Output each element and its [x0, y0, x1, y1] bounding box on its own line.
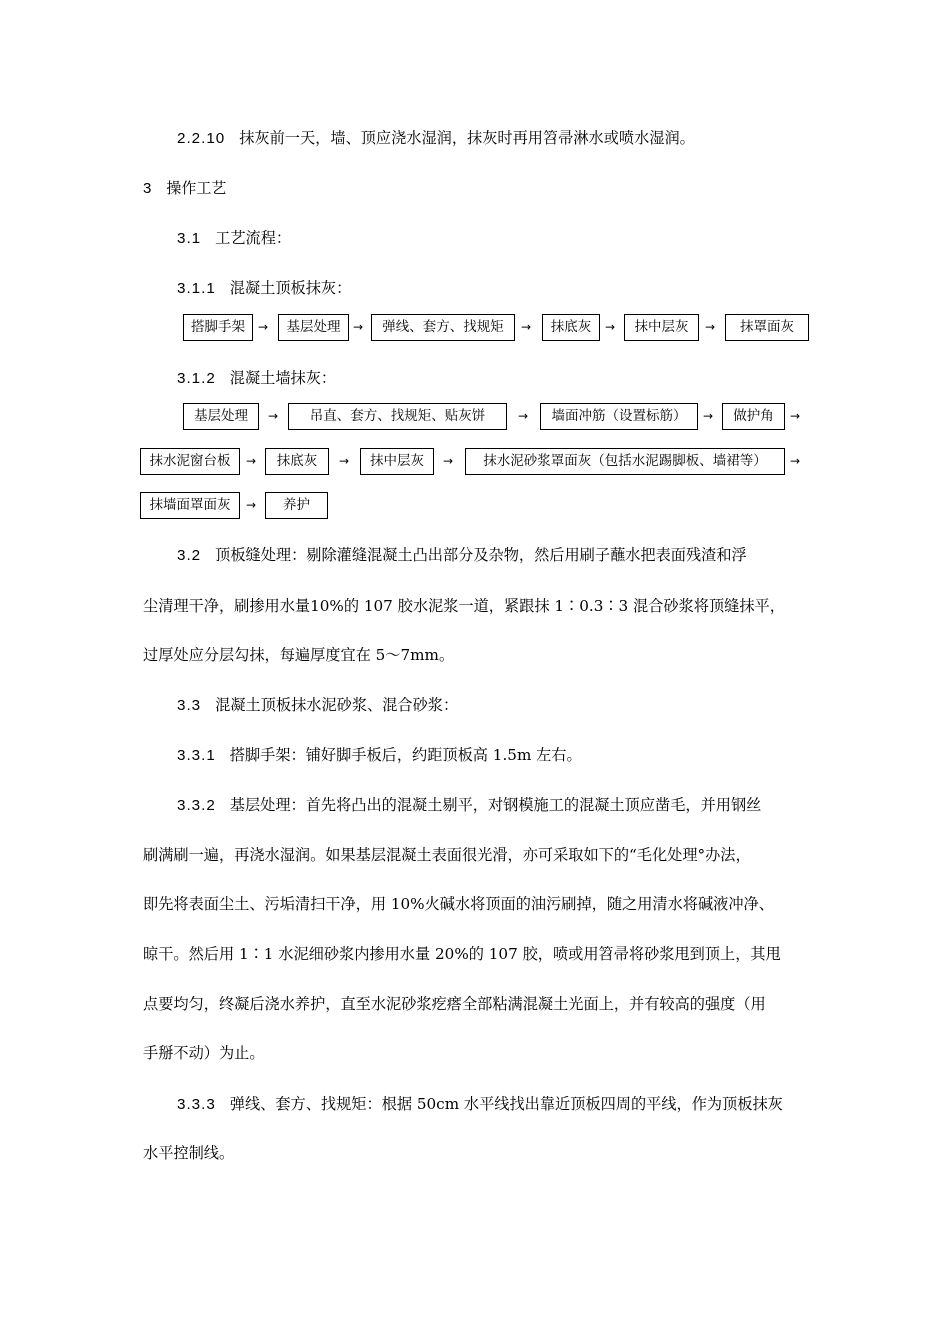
- paragraph-text: 搭脚手架：铺好脚手板后，约距顶板高 1.5m 左右。: [229, 746, 582, 764]
- paragraph-line: 手掰不动）为止。: [143, 1044, 265, 1062]
- arrow-right-icon: →: [246, 454, 257, 468]
- paragraph-line: 尘清理干净，刷掺用水量10%的 107 胶水泥浆一道，紧跟抹 1∶0.3∶3 混合砂浆将顶缝抹平，: [143, 597, 785, 615]
- paragraph-line: 过厚处应分层勾抹，每遍厚度宜在 5～7mm。: [143, 646, 455, 664]
- section-number: 3.1.2: [177, 370, 216, 387]
- flow-step: 养护: [265, 492, 328, 519]
- flow-step: 做护角: [722, 403, 785, 430]
- flow-step: 抹底灰: [542, 314, 600, 341]
- arrow-right-icon: →: [605, 320, 616, 334]
- arrow-right-icon: →: [246, 498, 257, 512]
- paragraph-line: 点要均匀，终凝后浇水养护，直至水泥砂浆疙瘩全部粘满混凝土光面上，并有较高的强度（用: [143, 995, 766, 1013]
- heading-text: 混凝土顶板抹水泥砂浆、混合砂浆：: [215, 696, 459, 714]
- paragraph-line: [177, 795, 761, 816]
- paragraph-text: 弹线、套方、找规矩：根据 50cm 水平线找出靠近顶板四周的平线，作为顶板抹灰: [229, 1095, 783, 1113]
- section-number: 3.1.1: [177, 280, 216, 297]
- arrow-right-icon: →: [268, 409, 279, 423]
- heading-3-1: [177, 228, 291, 249]
- arrow-right-icon: →: [790, 409, 801, 423]
- arrow-right-icon: →: [353, 320, 364, 334]
- paragraph-line: [177, 545, 747, 566]
- paragraph-line: 即先将表面尘土、污垢清扫干净，用 10%火碱水将顶面的油污刷掉，随之用清水将碱液冲净、: [143, 895, 774, 913]
- paragraph-line: 水平控制线。: [143, 1144, 235, 1162]
- flow-step: 墙面冲筋（设置标筋）: [540, 403, 698, 430]
- paragraph-line: [177, 1094, 783, 1115]
- arrow-right-icon: →: [258, 320, 269, 334]
- flow-step: 抹中层灰: [624, 314, 699, 341]
- flow-step: 抹墙面罩面灰: [140, 492, 240, 519]
- heading-text: 操作工艺: [166, 179, 227, 197]
- arrow-right-icon: →: [518, 409, 529, 423]
- arrow-right-icon: →: [703, 409, 714, 423]
- flow-step: 基层处理: [278, 314, 349, 341]
- heading-text: 混凝土墙抹灰：: [229, 369, 337, 387]
- heading-text: 混凝土顶板抹灰：: [229, 279, 352, 297]
- heading-3: [143, 178, 226, 199]
- section-number: 3.1: [177, 230, 202, 247]
- flow-step: 抹水泥砂浆罩面灰（包括水泥踢脚板、墙裙等）: [465, 448, 785, 475]
- flow-step: 抹水泥窗台板: [140, 448, 240, 475]
- arrow-right-icon: →: [705, 320, 716, 334]
- paragraph-2-2-10: [177, 128, 695, 149]
- arrow-right-icon: →: [339, 454, 350, 468]
- section-number: 2.2.10: [177, 130, 226, 147]
- paragraph-line: 晾干。然后用 1∶1 水泥细砂浆内掺用水量 20%的 107 胶，喷或用笤帚将砂浆甩到顶上，其甩: [143, 945, 781, 963]
- heading-3-1-1: [177, 278, 351, 299]
- section-number: 3.3.2: [177, 797, 216, 814]
- arrow-right-icon: →: [521, 320, 532, 334]
- flow-step: 抹罩面灰: [725, 314, 809, 341]
- section-number: 3.2: [177, 547, 202, 564]
- heading-3-3: [177, 695, 458, 716]
- heading-3-1-2: [177, 368, 336, 389]
- paragraph-3-3-1: [177, 745, 582, 766]
- flow-step: 弹线、套方、找规矩: [371, 314, 515, 341]
- paragraph-text: 抹灰前一天，墙、顶应浇水湿润，抹灰时再用笤帚淋水或喷水湿润。: [239, 129, 695, 147]
- flow-step: 抹底灰: [265, 448, 329, 475]
- heading-text: 工艺流程：: [215, 229, 292, 247]
- paragraph-text: 基层处理：首先将凸出的混凝土剔平，对钢模施工的混凝土顶应凿毛，并用钢丝: [229, 796, 762, 814]
- section-number: 3: [143, 180, 153, 197]
- section-number: 3.3: [177, 697, 202, 714]
- section-number: 3.3.1: [177, 747, 216, 764]
- flow-step: 抹中层灰: [360, 448, 434, 475]
- paragraph-text: 顶板缝处理：剔除灌缝混凝土凸出部分及杂物，然后用刷子蘸水把表面残渣和浮: [215, 546, 747, 564]
- flow-step: 基层处理: [183, 403, 259, 430]
- paragraph-line: 刷满刷一遍，再浇水湿润。如果基层混凝土表面很光滑，亦可采取如下的“毛化处理°办法，: [143, 846, 751, 864]
- flow-step: 搭脚手架: [183, 314, 253, 341]
- section-number: 3.3.3: [177, 1096, 216, 1113]
- arrow-right-icon: →: [443, 454, 454, 468]
- arrow-right-icon: →: [790, 454, 801, 468]
- flow-step: 吊直、套方、找规矩、贴灰饼: [288, 403, 507, 430]
